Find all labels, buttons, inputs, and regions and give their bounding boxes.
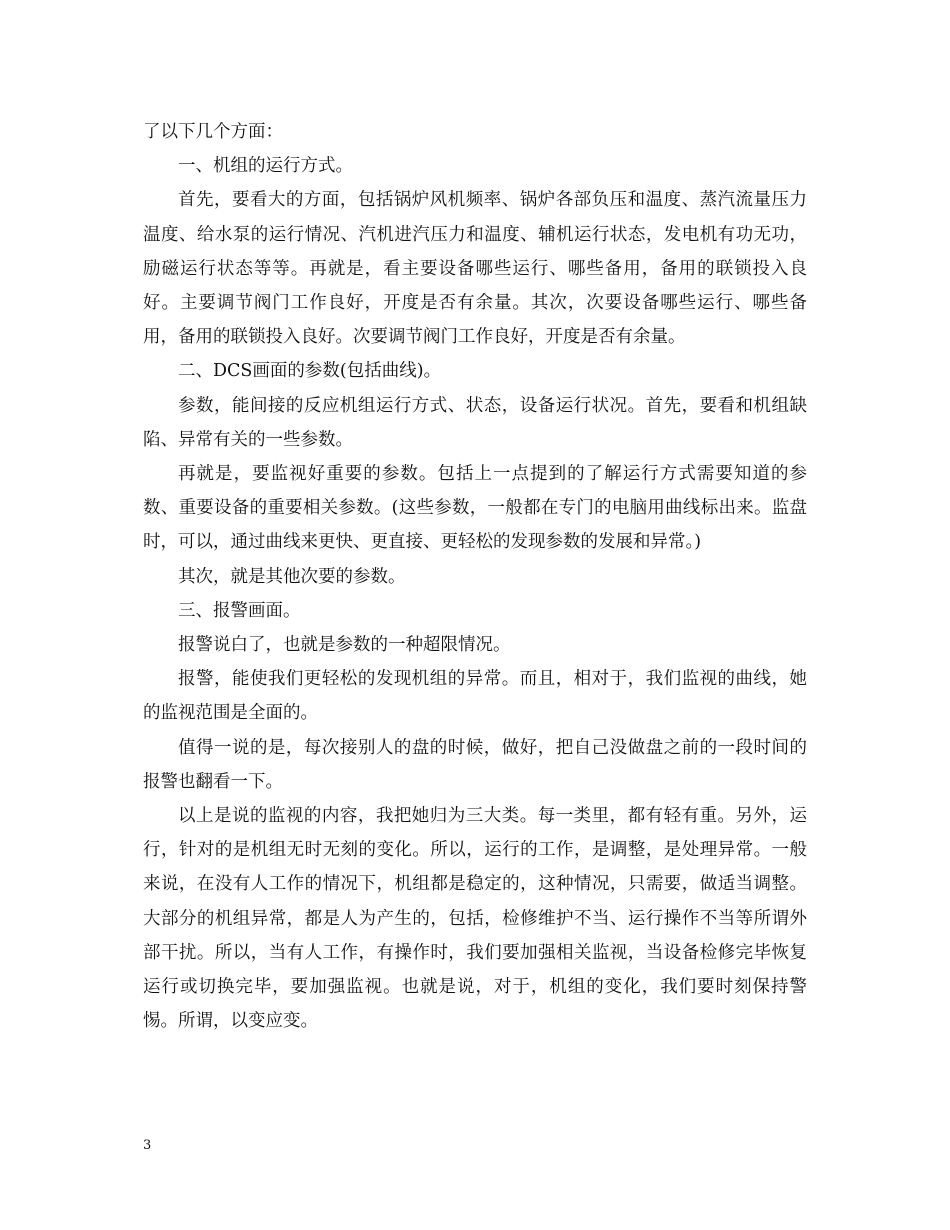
paragraph: 了以下几个方面： <box>143 122 283 142</box>
paragraph: 参数，能间接的反应机组运行方式、状态，设备运行状况。首先，要看和机组缺陷、异常有关的一些参数。 <box>143 395 807 450</box>
page-number: 3 <box>143 1138 152 1153</box>
document-body <box>143 115 807 1038</box>
section-heading: 一、机组的运行方式。 <box>178 156 353 177</box>
section-heading: 三、报警画面。 <box>178 600 301 621</box>
paragraph: 首先，要看大的方面，包括锅炉风机频率、锅炉各部负压和温度、蒸汽流量压力温度、给水泵的运行情况、汽机进汽压力和温度、辅机运行状态，发电机有功无功，励磁运行状态等等。再就是，看主要设备哪些运行、哪些备用，备用的联锁投入良好。主要调节阀门工作良好，开度是否有余量。其次，次要设备哪些运行、哪些备用，备用的联锁投入良好。次要调节阀门工作良好，开度是否有余量。 <box>143 190 807 348</box>
paragraph: 再就是，要监视好重要的参数。包括上一点提到的了解运行方式需要知道的参数、重要设备的重要相关参数。(这些参数，一般都在专门的电脑用曲线标出来。监盘时，可以，通过曲线来更快、更直接、更轻松的发现参数的发展和异常。) <box>143 464 807 553</box>
paragraph: 值得一说的是，每次接别人的盘的时候，做好，把自己没做盘之前的一段时间的报警也翻看一下。 <box>143 737 807 792</box>
paragraph: 报警说白了，也就是参数的一种超限情况。 <box>178 635 511 656</box>
paragraph: 以上是说的监视的内容，我把她归为三大类。每一类里，都有轻有重。另外，运行，针对的是机组无时无刻的变化。所以，运行的工作，是调整，是处理异常。一般来说，在没有人工作的情况下，机组都是稳定的，这种情况，只需要，做适当调整。大部分的机组异常，都是人为产生的，包括，检修维护不当、运行操作不当等所谓外部干扰。所以，当有人工作，有操作时，我们要加强相关监视，当设备检修完毕恢复运行或切换完毕，要加强监视。也就是说，对于，机组的变化，我们要时刻保持警惕。所谓，以变应变。 <box>143 806 807 1032</box>
paragraph: 报警，能使我们更轻松的发现机组的异常。而且，相对于，我们监视的曲线，她的监视范围是全面的。 <box>143 669 807 724</box>
paragraph: 其次，就是其他次要的参数。 <box>178 566 406 587</box>
section-heading: 二、DCS画面的参数(包括曲线)。 <box>178 361 442 382</box>
